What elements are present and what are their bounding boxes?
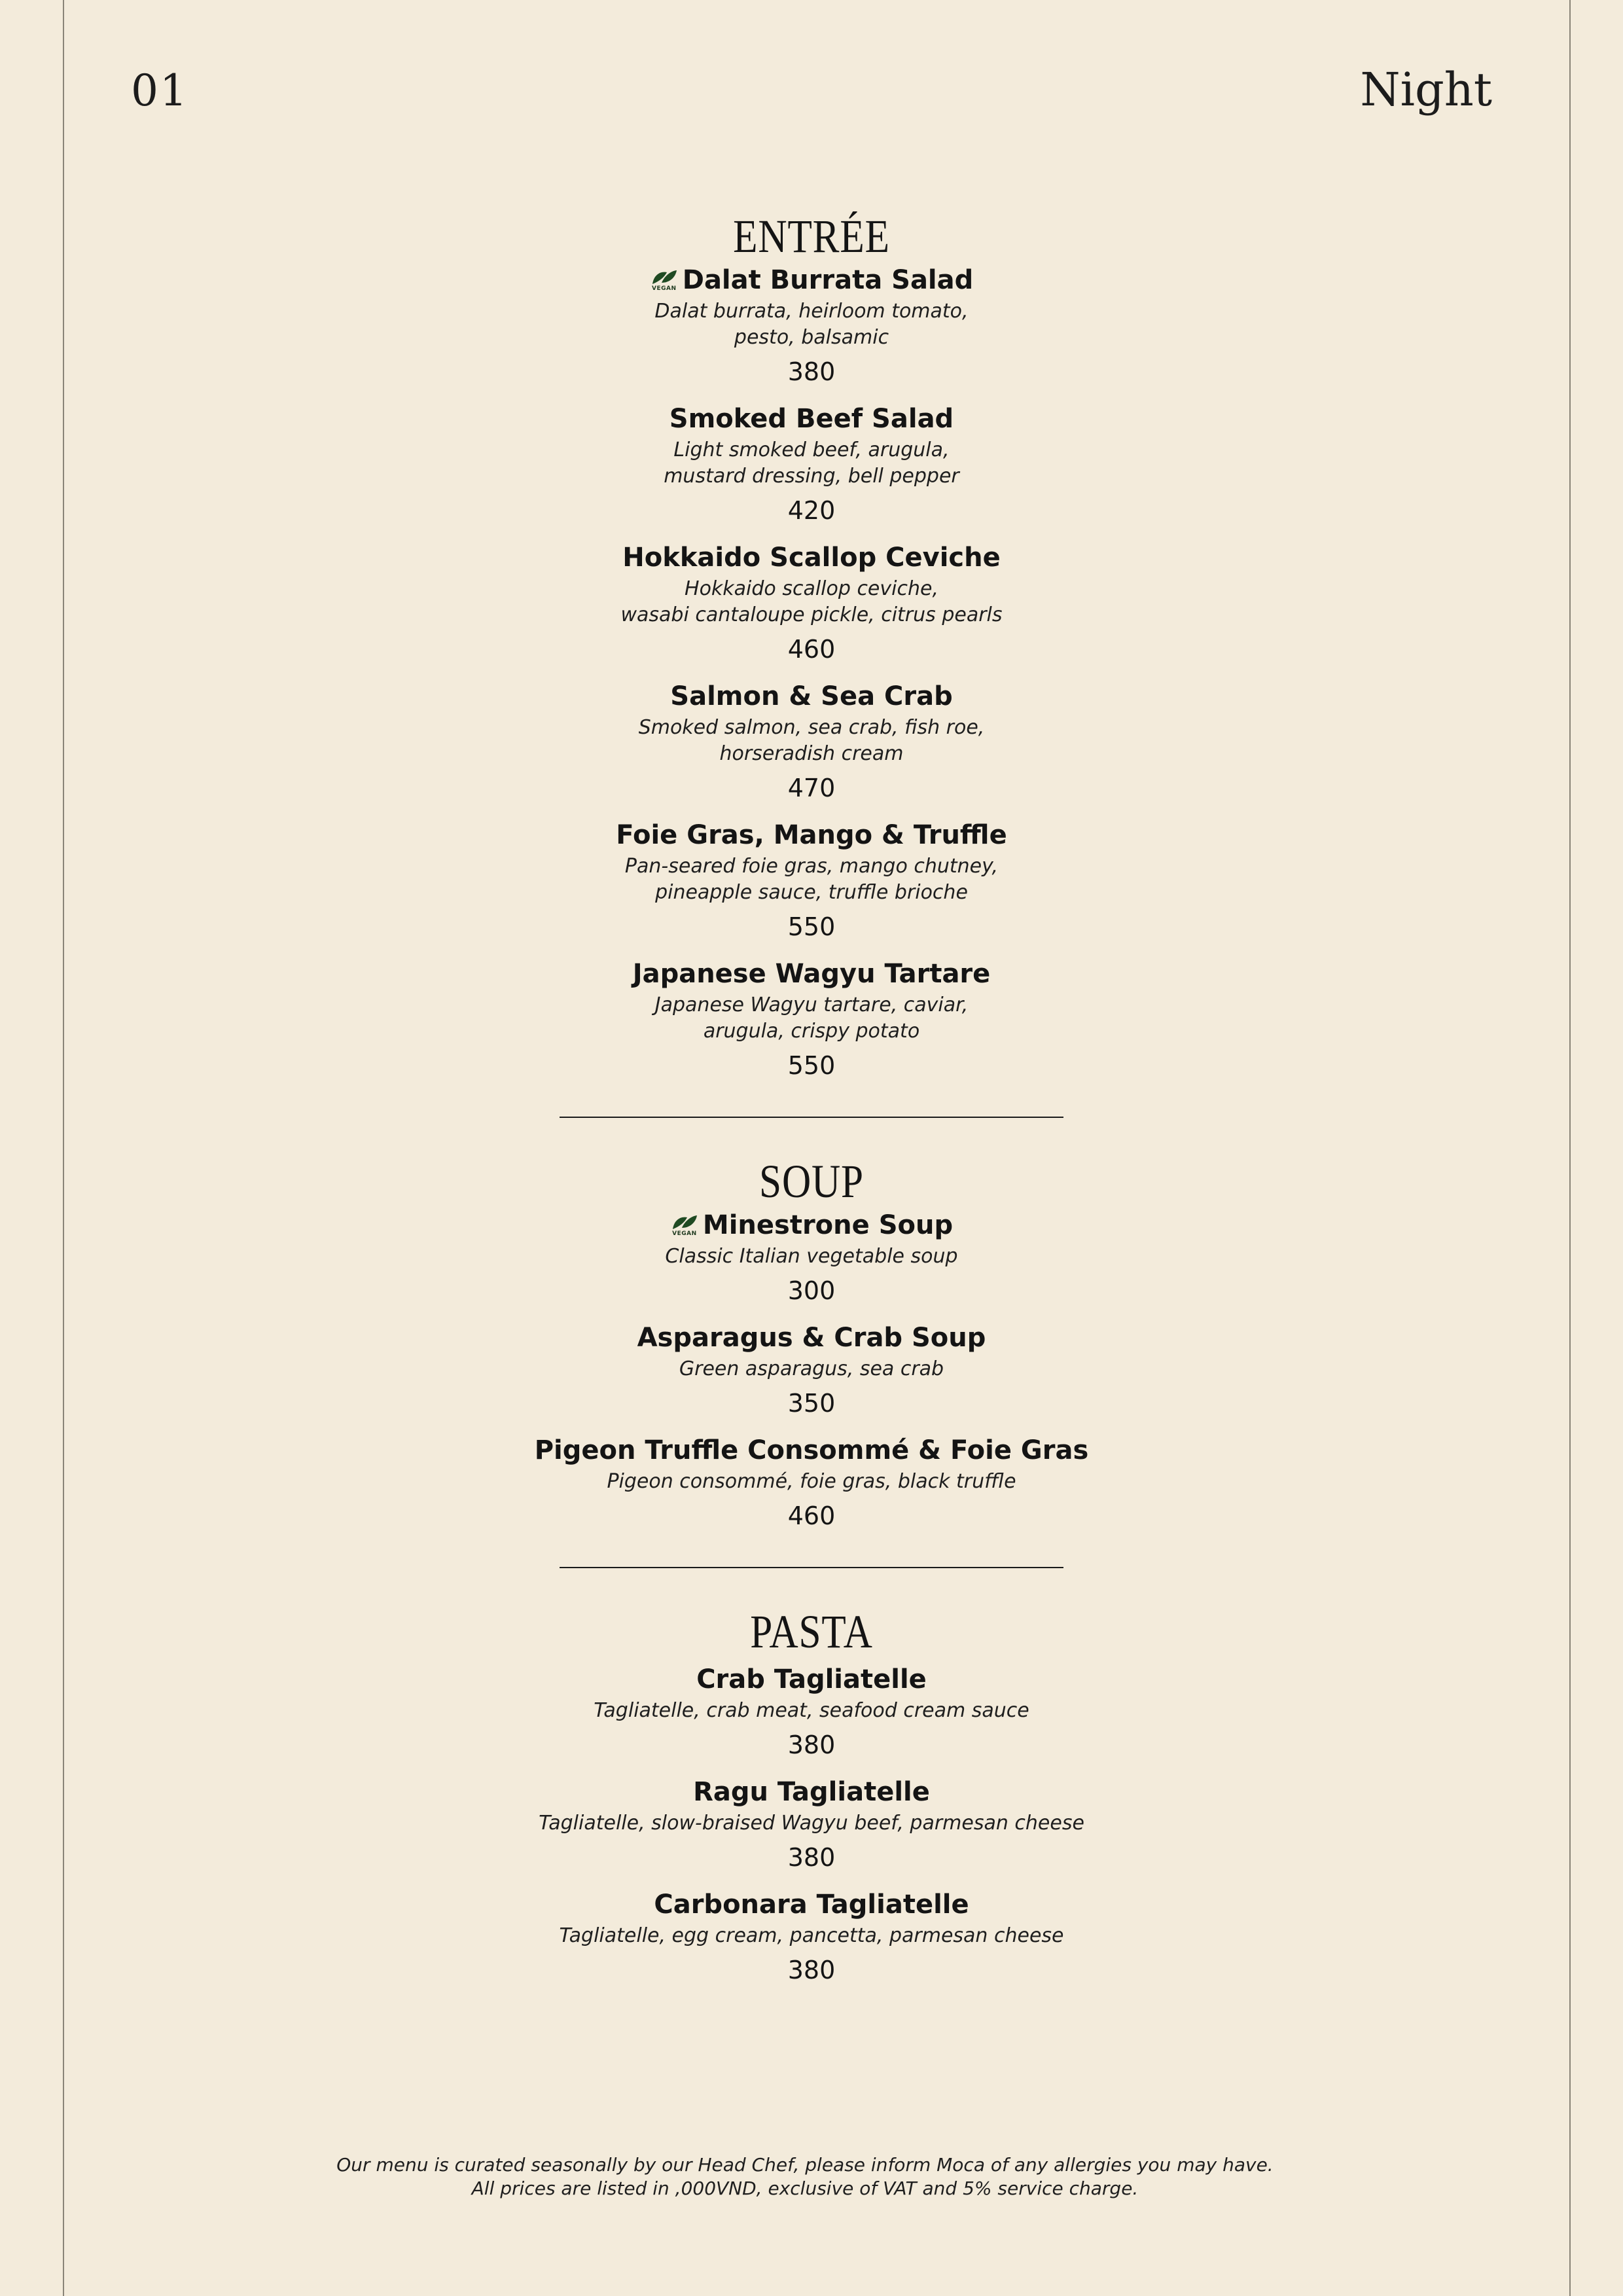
menu-item: [0, 1207, 1623, 1312]
dish-description: Tagliatelle, slow-braised Wagyu beef, parmesan cheese: [539, 1812, 1084, 1835]
menu-item: [0, 262, 1623, 393]
dish-name: Hokkaido Scallop Ceviche: [622, 543, 1001, 573]
dish-name: Foie Gras, Mango & Truffle: [616, 820, 1007, 850]
menu-item: [0, 539, 1623, 670]
dish-price: 300: [787, 1276, 836, 1305]
dish-description: Dalat burrata, heirloom tomato, pesto, balsamic: [654, 300, 969, 349]
menu-item: [0, 1432, 1623, 1537]
dish-name: [670, 1207, 953, 1244]
dish-name-text: Dalat Burrata Salad: [682, 265, 974, 295]
footer-note: [0, 2153, 1623, 2200]
dish-name: Pigeon Truffle Consommé & Foie Gras: [534, 1435, 1089, 1465]
dish-name: Asparagus & Crab Soup: [637, 1323, 986, 1353]
section-title: ENTRÉE: [733, 210, 890, 262]
menu-item: [0, 956, 1623, 1086]
dish-name: Carbonara Tagliatelle: [654, 1890, 969, 1920]
dish-description: Green asparagus, sea crab: [679, 1357, 944, 1380]
footer-line-prices: All prices are listed in ,000VND, exclusive of VAT and 5% service charge.: [471, 2178, 1139, 2199]
dish-price: 470: [787, 774, 836, 802]
dish-description: Japanese Wagyu tartare, caviar, arugula, crispy potato: [654, 994, 969, 1043]
dish-description: Smoked salmon, sea crab, fish roe, horseradish cream: [638, 716, 985, 765]
section-soup: [0, 1152, 1623, 1537]
dish-description: Tagliatelle, crab meat, seafood cream sauce: [594, 1699, 1029, 1722]
dish-price: 350: [787, 1389, 836, 1418]
menu: [0, 207, 1623, 1999]
dish-description: Light smoked beef, arugula, mustard dressing, bell pepper: [664, 439, 959, 488]
menu-item: [0, 1661, 1623, 1766]
menu-item: [0, 1774, 1623, 1878]
dish-description: Hokkaido scallop ceviche, wasabi cantaloupe pickle, citrus pearls: [620, 577, 1003, 626]
dish-description: Classic Italian vegetable soup: [665, 1245, 958, 1268]
dish-name: Smoked Beef Salad: [669, 404, 954, 434]
dish-price: 460: [787, 1501, 836, 1530]
dish-price: 420: [787, 496, 836, 525]
menu-item: [0, 401, 1623, 531]
service-title: Night: [1360, 63, 1492, 117]
dish-price: 550: [787, 1051, 836, 1080]
dish-price: 380: [787, 1956, 836, 1984]
dish-name: Japanese Wagyu Tartare: [632, 959, 991, 989]
vegan-leaf-icon: [670, 1213, 699, 1237]
vegan-label: VEGAN: [651, 285, 677, 292]
menu-item: [0, 1319, 1623, 1424]
dish-price: 550: [787, 912, 836, 941]
section-title: SOUP: [759, 1155, 864, 1208]
dish-description: Pigeon consommé, foie gras, black truffle: [607, 1470, 1016, 1493]
dish-description: Tagliatelle, egg cream, pancetta, parmesan cheese: [559, 1924, 1064, 1947]
dish-name-text: Minestrone Soup: [702, 1210, 954, 1240]
section-divider: [560, 1117, 1063, 1118]
footer-line-allergies: Our menu is curated seasonally by our Head Chef, please inform Moca of any allergies you may have.: [336, 2154, 1274, 2176]
dish-price: 380: [787, 1731, 836, 1759]
section-divider: [560, 1567, 1063, 1568]
section-title: PASTA: [750, 1605, 873, 1658]
dish-description: Pan-seared foie gras, mango chutney, pineapple sauce, truffle brioche: [624, 855, 999, 904]
vegan-leaf-icon: [650, 268, 679, 292]
dish-name: Ragu Tagliatelle: [693, 1777, 930, 1807]
dish-price: 380: [787, 1843, 836, 1872]
menu-item: [0, 817, 1623, 948]
menu-item: [0, 678, 1623, 809]
vegan-label: VEGAN: [672, 1230, 697, 1237]
dish-name: Salmon & Sea Crab: [670, 681, 953, 711]
dish-name: [650, 262, 974, 298]
section-entree: [0, 207, 1623, 1086]
dish-price: 380: [787, 357, 836, 386]
section-pasta: [0, 1602, 1623, 1991]
menu-item: [0, 1886, 1623, 1991]
dish-name: Crab Tagliatelle: [696, 1664, 927, 1695]
page-number: 01: [131, 65, 188, 116]
dish-price: 460: [787, 635, 836, 664]
